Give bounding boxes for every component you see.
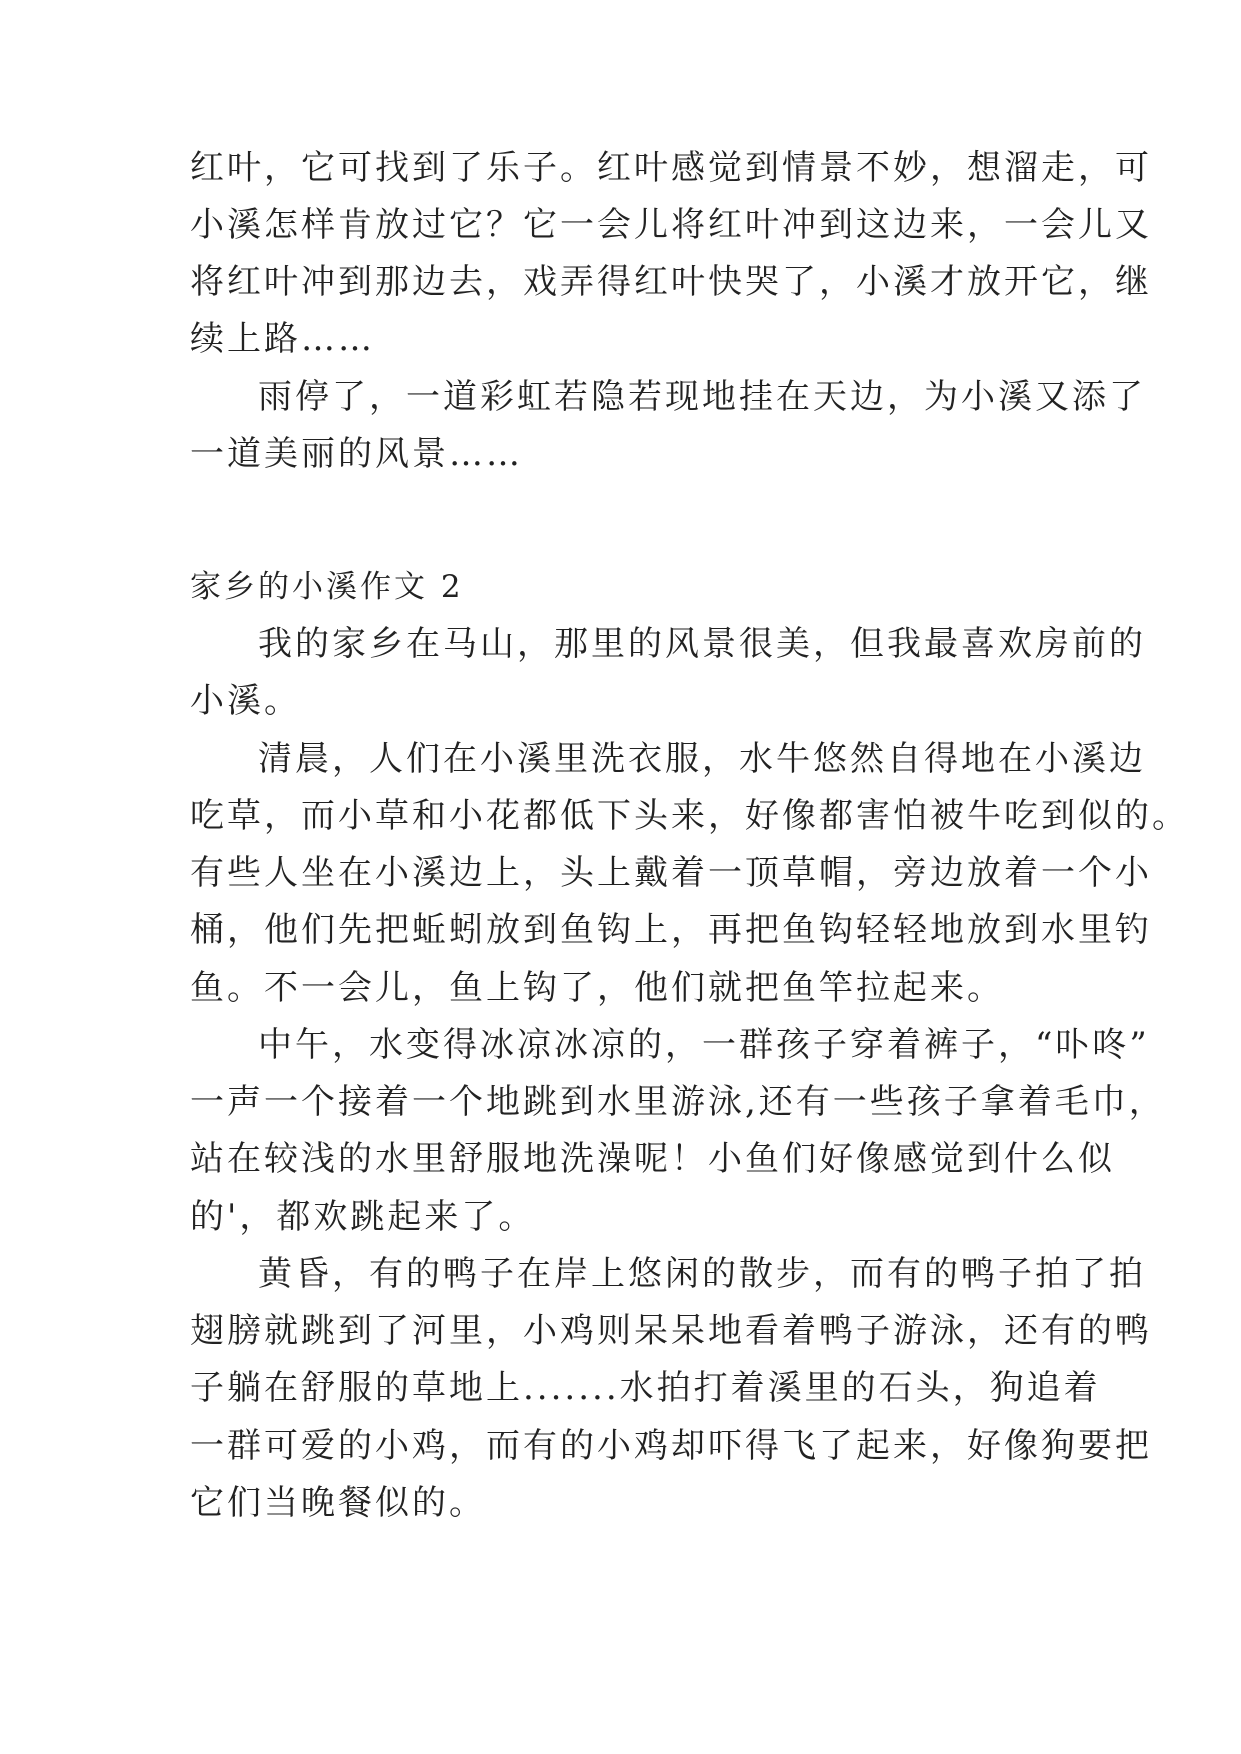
paragraph-line: 我的家乡在马山，那里的风景很美，但我最喜欢房前的 xyxy=(258,624,1146,664)
paragraph-line: 有些人坐在小溪边上，头上戴着一顶草帽，旁边放着一个小 xyxy=(190,853,1152,893)
essay-title: 家乡的小溪作文 2 xyxy=(190,569,464,605)
paragraph-line: 红叶，它可找到了乐子。红叶感觉到情景不妙，想溜走，可 xyxy=(190,148,1152,188)
paragraph-line: 续上路…… xyxy=(190,319,375,359)
paragraph-line: 站在较浅的水里舒服地洗澡呢！小鱼们好像感觉到什么似 xyxy=(190,1139,1115,1179)
paragraph-line: 小溪怎样肯放过它？它一会儿将红叶冲到这边来，一会儿又 xyxy=(190,205,1152,245)
paragraph-line: 子躺在舒服的草地上.......水拍打着溪里的石头，狗追着 xyxy=(190,1368,1101,1408)
paragraph-line: 一声一个接着一个地跳到水里游泳,还有一些孩子拿着毛巾， xyxy=(190,1082,1166,1122)
paragraph-line: 它们当晚餐似的。 xyxy=(190,1483,486,1523)
paragraph-line: 小溪。 xyxy=(190,681,301,721)
paragraph-line: 将红叶冲到那边去，戏弄得红叶快哭了，小溪才放开它，继 xyxy=(190,262,1152,302)
paragraph-line: 的'，都欢跳起来了。 xyxy=(190,1197,536,1237)
paragraph-line: 黄昏，有的鸭子在岸上悠闲的散步，而有的鸭子拍了拍 xyxy=(258,1254,1146,1294)
paragraph-line: 雨停了，一道彩虹若隐若现地挂在天边，为小溪又添了 xyxy=(258,377,1146,417)
paragraph-line: 翅膀就跳到了河里，小鸡则呆呆地看着鸭子游泳，还有的鸭 xyxy=(190,1311,1152,1351)
paragraph-line: 吃草，而小草和小花都低下头来，好像都害怕被牛吃到似的。 xyxy=(190,796,1189,836)
paragraph-line: 中午，水变得冰凉冰凉的，一群孩子穿着裤子，“卟咚” xyxy=(258,1025,1150,1065)
paragraph-line: 一道美丽的风景…… xyxy=(190,434,523,474)
paragraph-line: 鱼。不一会儿，鱼上钩了，他们就把鱼竿拉起来。 xyxy=(190,968,1004,1008)
paragraph-line: 桶，他们先把蚯蚓放到鱼钩上，再把鱼钩轻轻地放到水里钓 xyxy=(190,910,1152,950)
paragraph-line: 一群可爱的小鸡，而有的小鸡却吓得飞了起来，好像狗要把 xyxy=(190,1426,1152,1466)
paragraph-line: 清晨，人们在小溪里洗衣服，水牛悠然自得地在小溪边 xyxy=(258,739,1146,779)
